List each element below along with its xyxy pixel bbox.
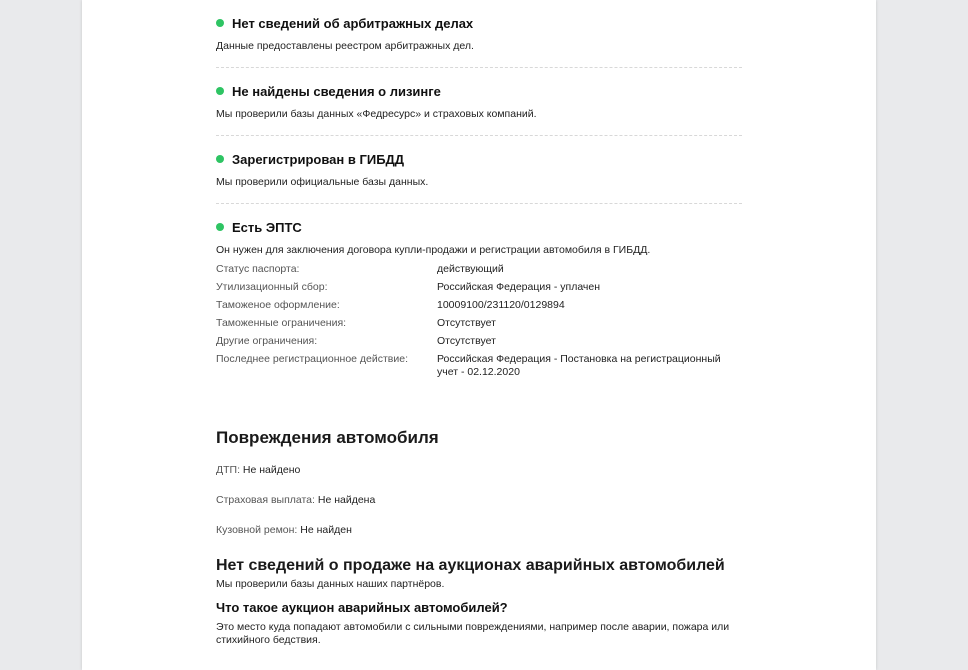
check-leasing (216, 68, 742, 136)
detail-key: Таможенные ограничения: (216, 317, 347, 329)
check-header (216, 150, 742, 168)
detail-row (216, 281, 742, 294)
damage-label: ДТП: (216, 464, 240, 476)
damage-value: Не найдена (317, 494, 376, 506)
report-page (82, 0, 876, 670)
damage-label: Кузовной ремон: (216, 524, 298, 536)
detail-key: Таможеное оформление: (216, 299, 340, 311)
detail-value: Российская Федерация - уплачен (437, 281, 601, 293)
auction-description: Мы проверили базы данных наших партнёров. (216, 578, 445, 590)
damage-label: Страховая выплата: (216, 494, 315, 506)
check-title: Зарегистрирован в ГИБДД (232, 151, 405, 167)
detail-value: Отсутствует (437, 317, 496, 329)
check-epts (216, 204, 742, 398)
check-header (216, 218, 742, 236)
detail-value: действующий (437, 263, 504, 275)
detail-value: Отсутствует (437, 335, 496, 347)
check-header (216, 14, 742, 32)
check-description: Данные предоставлены реестром арбитражных дел. (216, 40, 474, 52)
detail-key: Последнее регистрационное действие: (216, 353, 409, 365)
damage-item-accident (216, 464, 742, 476)
damage-value: Не найден (300, 524, 352, 536)
detail-row (216, 263, 742, 276)
detail-value: 10009100/231120/0129894 (437, 299, 565, 311)
check-arbitration (216, 0, 742, 68)
check-description: Мы проверили базы данных «Федресурс» и страховых компаний. (216, 108, 537, 120)
detail-row (216, 353, 742, 379)
auction-text: Это место куда попадают автомобили с сильными повреждениями, например после аварии, пожара или стихийного бедствия. (216, 621, 730, 646)
damage-item-insurance (216, 494, 742, 506)
status-ok-icon (216, 155, 224, 163)
status-ok-icon (216, 223, 224, 231)
auction-subtitle: Что такое аукцион аварийных автомобилей? (216, 600, 508, 615)
report-content (216, 0, 742, 647)
check-description: Мы проверили официальные базы данных. (216, 176, 429, 188)
detail-row (216, 317, 742, 330)
check-title: Не найдены сведения о лизинге (232, 83, 441, 99)
check-title: Есть ЭПТС (232, 219, 302, 235)
auction-title: Нет сведений о продаже на аукционах аварийных автомобилей (216, 557, 725, 574)
status-ok-icon (216, 87, 224, 95)
detail-row (216, 299, 742, 312)
epts-details (216, 263, 742, 379)
check-title: Нет сведений об арбитражных делах (232, 15, 474, 31)
damage-list (216, 464, 742, 536)
check-header (216, 82, 742, 100)
damage-title: Повреждения автомобиля (216, 428, 439, 447)
detail-key: Статус паспорта: (216, 263, 300, 275)
detail-row (216, 335, 742, 348)
damage-item-body-repair (216, 524, 742, 536)
detail-key: Другие ограничения: (216, 335, 318, 347)
detail-key: Утилизационный сбор: (216, 281, 328, 293)
check-registration (216, 136, 742, 204)
damage-value: Не найдено (242, 464, 301, 476)
check-description: Он нужен для заключения договора купли-продажи и регистрации автомобиля в ГИБДД. (216, 244, 651, 256)
status-ok-icon (216, 19, 224, 27)
detail-value: Российская Федерация - Постановка на регистрационный учет - 02.12.2020 (437, 353, 721, 378)
